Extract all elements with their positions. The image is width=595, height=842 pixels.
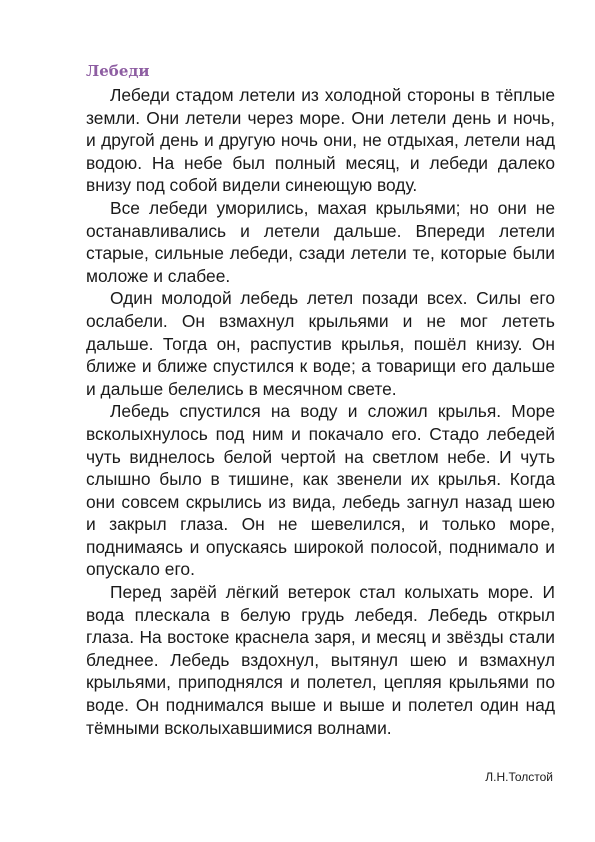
paragraph: Перед зарёй лёгкий ветерок стал колыхать море. И вода плескала в белую грудь лебедя. Лебедь открыл глаза. На востоке краснела заря, и месяц и звёзды стали бледнее. Лебедь вздохнул, вытянул шею и взмахнул крыльями, приподнялся и полетел, цепляя крыльями по воде. Он поднимался выше и выше и полетел один над тёмными всколыхавшимися волнами. xyxy=(86,582,555,738)
paragraph: Один молодой лебедь летел позади всех. Силы его ослабели. Он взмахнул крыльями и не мог лететь дальше. Тогда он, распустив крылья, пошёл книзу. Он ближе и ближе спустился к воде; а товарищи его дальше и дальше белелись в месячном свете. xyxy=(86,288,555,399)
paragraph: Все лебеди уморились, махая крыльями; но они не останавливались и летели дальше. Впереди летели старые, сильные лебеди, сзади летели те, которые были моложе и слабее. xyxy=(86,197,555,286)
story-body xyxy=(86,84,555,739)
author-signature: Л.Н.Толстой xyxy=(485,770,553,784)
paragraph: Лебеди стадом летели из холодной стороны в тёплые земли. Они летели через море. Они летели день и ночь, и другой день и другую ночь они, не отдыхая, летели над водою. На небе был полный месяц, и лебеди далеко внизу под собой видели синеющую воду. xyxy=(86,85,555,196)
story-title: Лебеди xyxy=(86,62,150,80)
paragraph: Лебедь спустился на воду и сложил крылья. Море всколыхнулось под ним и покачало его. Стадо лебедей чуть виднелось белой чертой на светлом небе. И чуть слышно было в тишине, как звенели их крылья. Когда они совсем скрылись из вида, лебедь загнул назад шею и закрыл глаза. Он не шевелился, и только море, поднимаясь и опускаясь широкой полосой, поднимало и опускало его. xyxy=(86,401,555,580)
